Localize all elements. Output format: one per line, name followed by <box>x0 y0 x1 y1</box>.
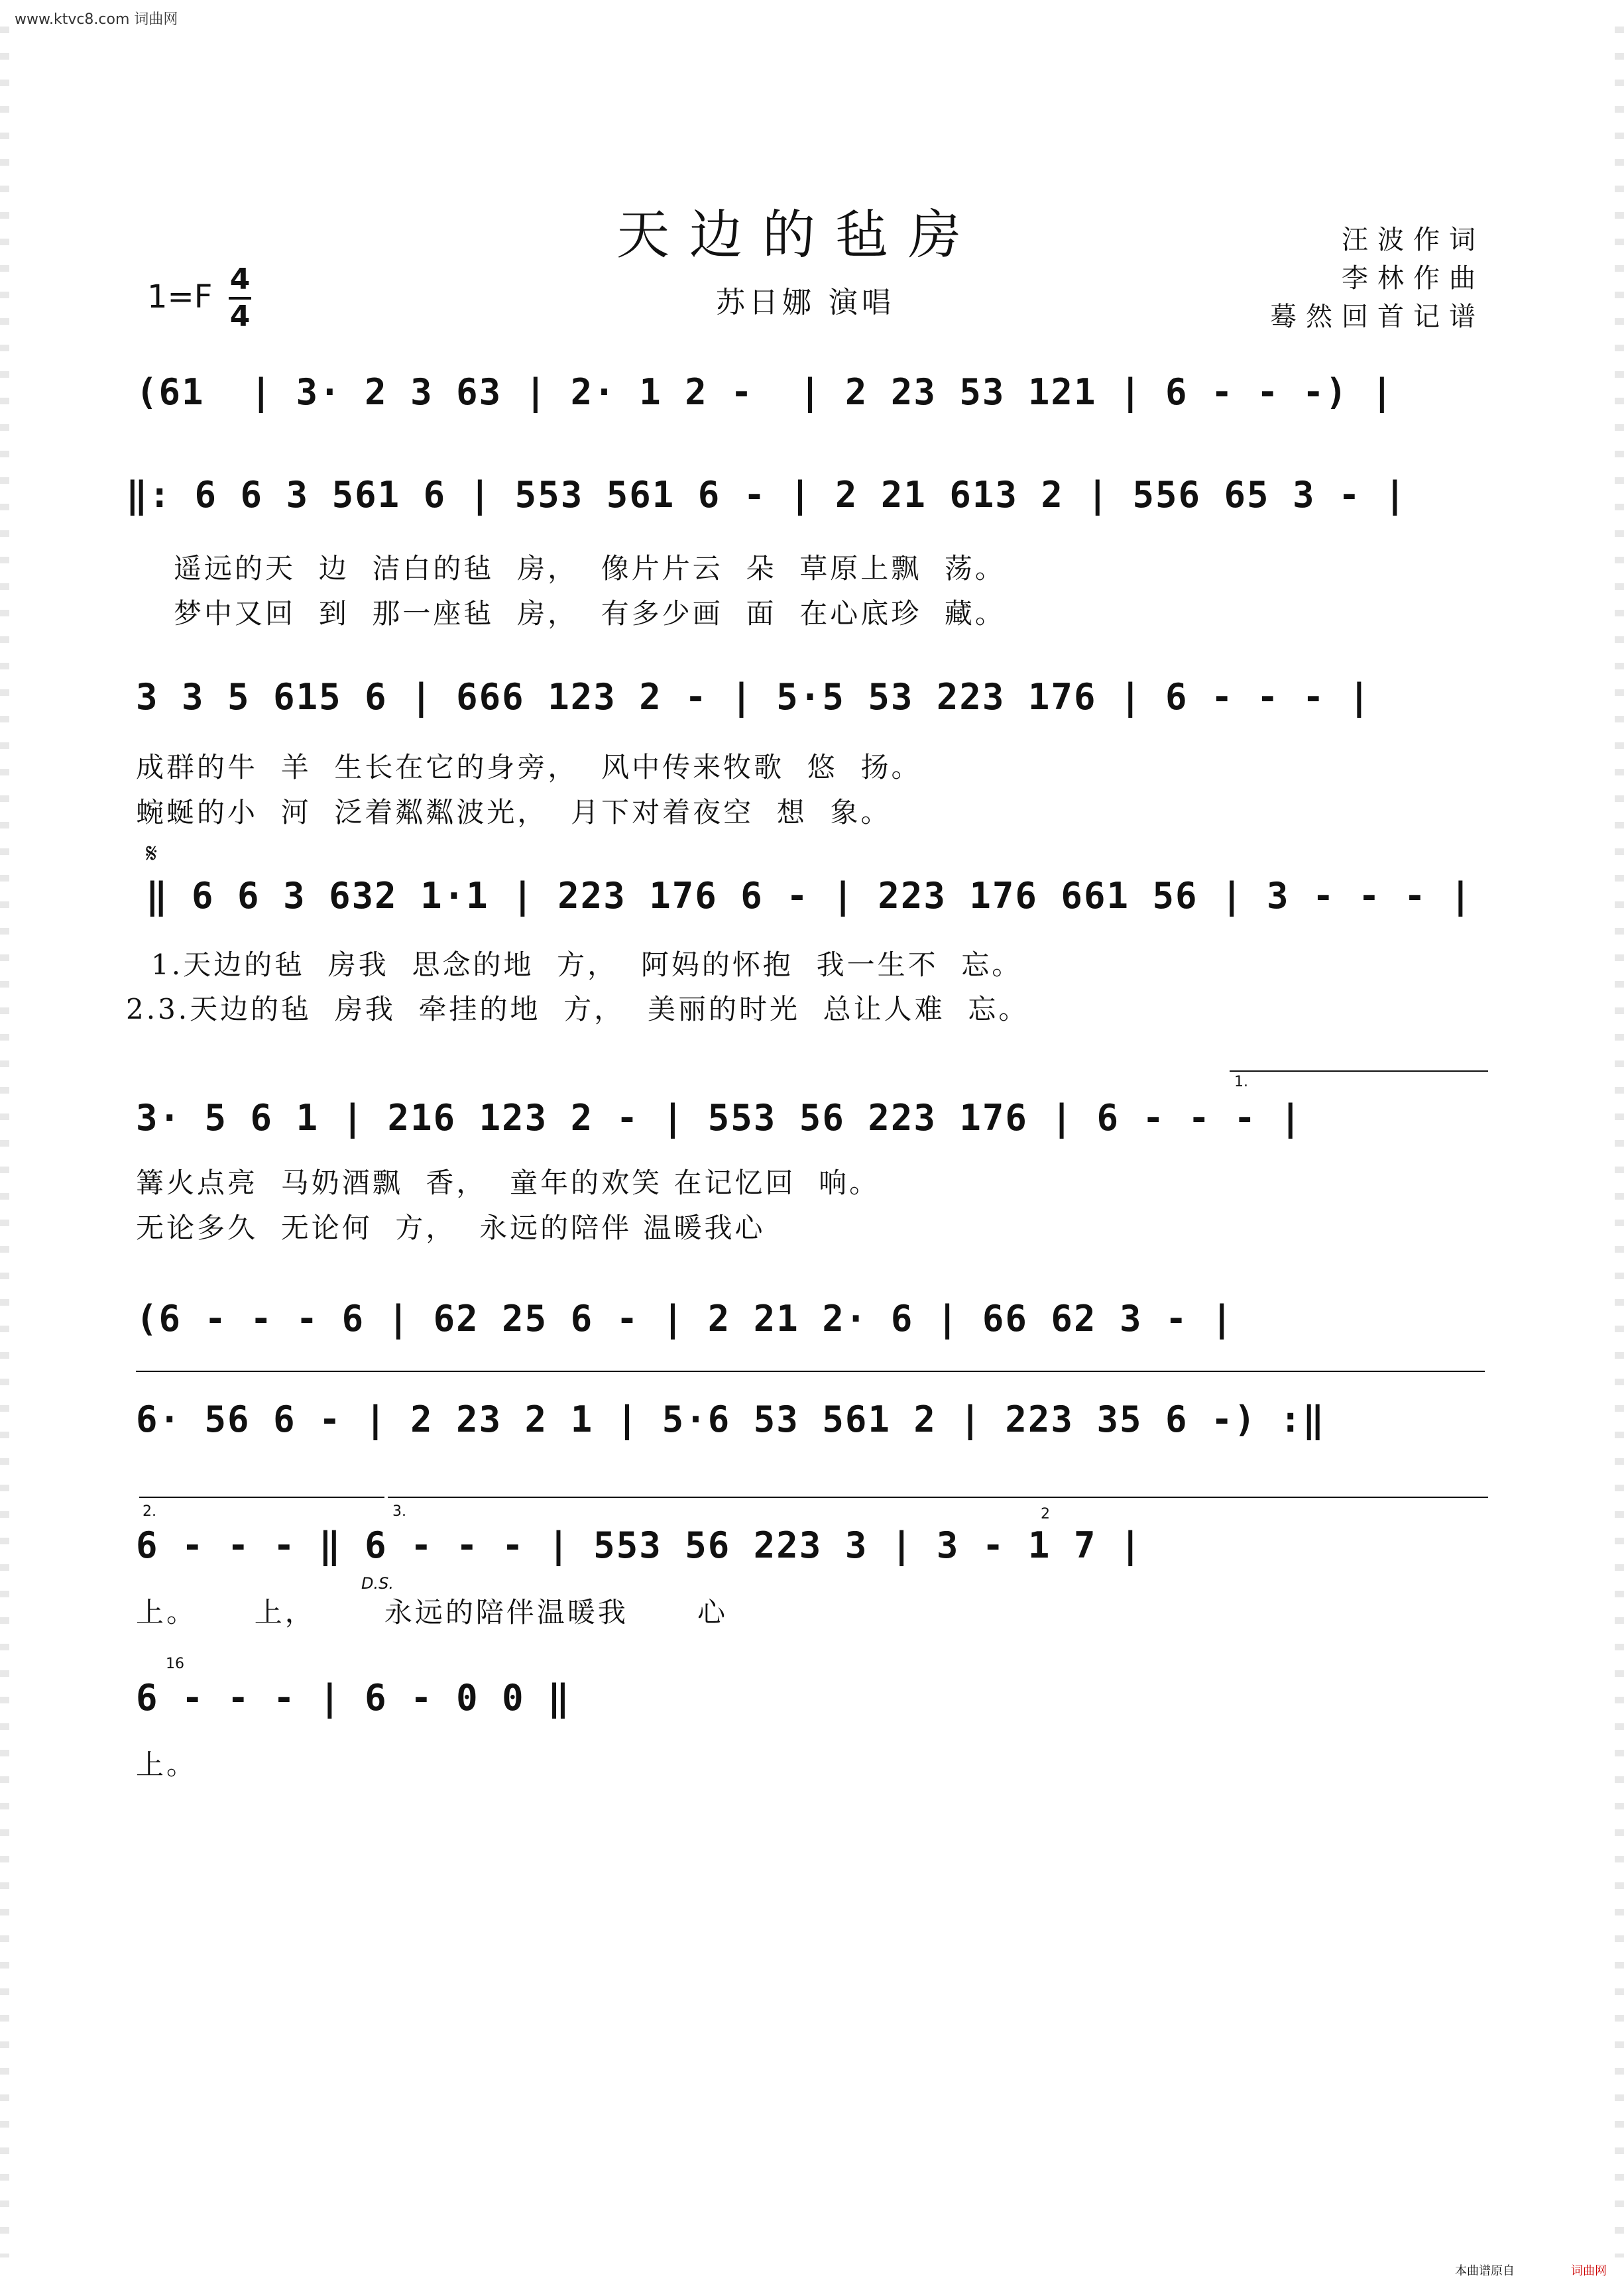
notation-row-verse-1: ‖: 6 6 3 561 6 | 553 561 6 - | 2 21 613 2 | 556 65 3 - | <box>126 474 1407 516</box>
grace-note-mark: 2 <box>1041 1506 1050 1522</box>
volta-3-label: 3. <box>392 1503 406 1520</box>
notation-row-interlude-2: 6· 56 6 - | 2 23 2 1 | 5·6 53 561 2 | 223 35 6 -) :‖ <box>136 1399 1326 1440</box>
lyric-row-4a: 篝火点亮 马奶酒飘 香， 童年的欢笑 在记忆回 响。 <box>136 1167 880 1199</box>
lyric-row-4b: 无论多久 无论何 方， 永远的陪伴 温暖我心 <box>136 1212 766 1244</box>
lyric-row-1b: 梦中又回 到 那一座毡 房， 有多少画 面 在心底珍 藏。 <box>174 597 1006 630</box>
left-margin-strip <box>0 27 9 2257</box>
time-signature <box>229 262 251 333</box>
notation-row-chorus-2: 3· 5 6 1 | 216 123 2 - | 553 56 223 176 | 6 - - - | <box>136 1097 1303 1139</box>
lyric-row-1a: 遥远的天 边 洁白的毡 房， 像片片云 朵 草原上飘 荡。 <box>174 552 1006 585</box>
time-sig-top: 4 <box>229 262 251 296</box>
segno-sign: 𝄋 <box>146 838 158 869</box>
key-signature: 1=F <box>147 278 213 315</box>
lyric-row-7: 上。 上， 永远的陪伴温暖我 心 <box>136 1596 728 1628</box>
notation-row-intro: (61 | 3· 2 3 63 | 2· 1 2 - | 2 23 53 121 | 6 - - -) | <box>136 371 1395 413</box>
ds-mark: D.S. <box>361 1574 394 1593</box>
volta-2-bracket <box>139 1497 384 1498</box>
right-margin-strip <box>1615 27 1624 2257</box>
lyric-row-2a: 成群的牛 羊 生长在它的身旁， 风中传来牧歌 悠 扬。 <box>136 751 922 783</box>
lyric-row-3a: 1.天边的毡 房我 思念的地 方， 阿妈的怀抱 我一生不 忘。 <box>151 948 1023 981</box>
lyric-row-2b: 蜿蜒的小 河 泛着粼粼波光， 月下对着夜空 想 象。 <box>136 796 892 828</box>
transcriber-credit: 蓦然回首记谱 <box>1270 302 1485 332</box>
composer-credit: 李林作曲 <box>1342 263 1485 294</box>
singer-credit: 苏日娜 演唱 <box>716 286 895 319</box>
song-title: 天边的毡房 <box>616 204 981 266</box>
lyric-row-8: 上。 <box>136 1748 198 1781</box>
volta-2-label: 2. <box>143 1503 156 1520</box>
volta-3-bracket <box>388 1497 1488 1498</box>
volta-1-bracket <box>1230 1070 1488 1072</box>
lyricist-credit: 汪波作词 <box>1342 225 1485 255</box>
notation-row-interlude-1: (6 - - - 6 | 62 25 6 - | 2 21 2· 6 | 66 62 3 - | <box>136 1298 1234 1340</box>
notation-row-final: 6 - - - | 6 - 0 0 ‖ <box>136 1677 571 1719</box>
footer-site-logo: 词曲网 <box>1571 2264 1607 2278</box>
notation-row-ending: 6 - - - ‖ 6 - - - | 553 56 223 3 | 3 - 1 7 | <box>136 1524 1143 1566</box>
footer-source: 本曲谱原自 <box>1455 2264 1515 2278</box>
slur-line <box>136 1371 1485 1372</box>
grace-note-16: 16 <box>166 1656 184 1672</box>
notation-row-verse-2: 3 3 5 615 6 | 666 123 2 - | 5·5 53 223 176 | 6 - - - | <box>136 676 1371 718</box>
time-sig-bottom: 4 <box>229 300 251 333</box>
lyric-row-3b: 2.3.天边的毡 房我 牵挂的地 方， 美丽的时光 总让人难 忘。 <box>126 993 1029 1025</box>
top-watermark: www.ktvc8.com 词曲网 <box>15 11 178 28</box>
notation-row-chorus-1: ‖ 6 6 3 632 1·1 | 223 176 6 - | 223 176 661 56 | 3 - - - | <box>146 875 1473 917</box>
volta-1-label: 1. <box>1234 1074 1248 1090</box>
